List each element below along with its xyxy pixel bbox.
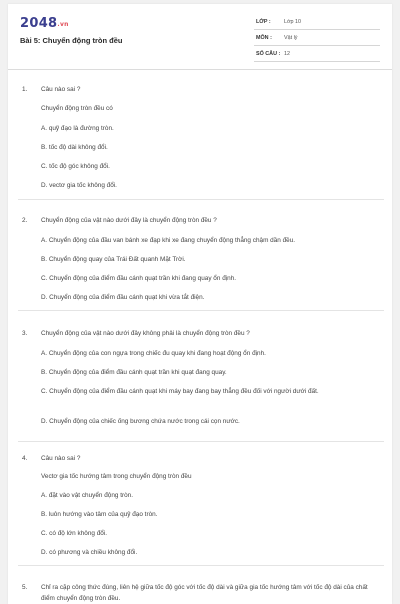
question-text: Câu nào sai ? bbox=[41, 455, 81, 462]
question-stem: Vectơ gia tốc hướng tâm trong chuyển động tròn đều bbox=[41, 473, 192, 480]
option-c[interactable]: C. tốc độ góc không đổi. bbox=[41, 163, 110, 170]
question-number: 4. bbox=[22, 455, 28, 462]
question-divider bbox=[18, 565, 384, 566]
option-b[interactable]: B. Chuyển động quay của Trái Đất quanh Mặt Trời. bbox=[41, 256, 186, 263]
question-divider bbox=[18, 199, 384, 200]
meta-row-class: LỚP : Lớp 10 bbox=[254, 16, 380, 30]
option-d[interactable]: D. Chuyển động của chiếc ống bương chứa nước trong cái cọn nước. bbox=[41, 418, 240, 425]
brand-logo[interactable]: 2048.vn bbox=[20, 16, 69, 31]
lesson-title: Bài 5: Chuyển động tròn đều bbox=[20, 36, 123, 45]
meta-row-question-count: SỐ CÂU : 12 bbox=[254, 48, 380, 62]
question-text: Chỉ ra cặp công thức đúng, liên hệ giữa tốc độ góc với tốc độ dài và giữa gia tốc hướng tâm với tốc độ dài của chất điểm chuyển động tròn đều. bbox=[41, 584, 368, 602]
question-divider bbox=[18, 310, 384, 311]
question-number: 5. bbox=[22, 584, 28, 591]
question-number: 2. bbox=[22, 217, 28, 224]
option-d[interactable]: D. có phương và chiều không đổi. bbox=[41, 549, 138, 556]
question-text: Chuyển động của vật nào dưới đây không phải là chuyển động tròn đều ? bbox=[41, 330, 250, 337]
option-b[interactable]: B. Chuyển động của điểm đầu cánh quạt trần khi quạt đang quay. bbox=[41, 369, 227, 376]
option-a[interactable]: A. Chuyển động của đầu van bánh xe đạp khi xe đang chuyển động thẳng chậm dần đều. bbox=[41, 237, 296, 244]
meta-row-subject: MÔN : Vật lý bbox=[254, 32, 380, 46]
option-c[interactable]: C. Chuyển động của điểm đầu cánh quạt khi máy bay đang bay thẳng đều đối với người dưới đất. bbox=[41, 388, 319, 395]
option-b[interactable]: B. luôn hướng vào tâm của quỹ đạo tròn. bbox=[41, 511, 158, 518]
option-d[interactable]: D. Chuyển động của điểm đầu cánh quạt khi vừa tắt điện. bbox=[41, 294, 205, 301]
worksheet-header bbox=[8, 4, 392, 70]
option-c[interactable]: C. Chuyển động của điểm đầu cánh quạt trần khi đang quay ổn định. bbox=[41, 275, 237, 282]
question-divider bbox=[18, 441, 384, 442]
option-a[interactable]: A. Chuyển động của con ngựa trong chiếc đu quay khi đang hoạt động ổn định. bbox=[41, 350, 266, 357]
question-stem: Chuyển động tròn đều có bbox=[41, 105, 113, 112]
worksheet-page bbox=[8, 4, 392, 604]
option-d[interactable]: D. vectơ gia tốc không đổi. bbox=[41, 182, 117, 189]
option-a[interactable]: A. quỹ đạo là đường tròn. bbox=[41, 125, 114, 132]
option-c[interactable]: C. có độ lớn không đổi. bbox=[41, 530, 108, 537]
question-text: Chuyển động của vật nào dưới đây là chuyển động tròn đều ? bbox=[41, 217, 217, 224]
question-number: 1. bbox=[22, 86, 28, 93]
option-a[interactable]: A. đặt vào vật chuyển động tròn. bbox=[41, 492, 134, 499]
question-number: 3. bbox=[22, 330, 28, 337]
question-text: Câu nào sai ? bbox=[41, 86, 81, 93]
option-b[interactable]: B. tốc độ dài không đổi. bbox=[41, 144, 108, 151]
